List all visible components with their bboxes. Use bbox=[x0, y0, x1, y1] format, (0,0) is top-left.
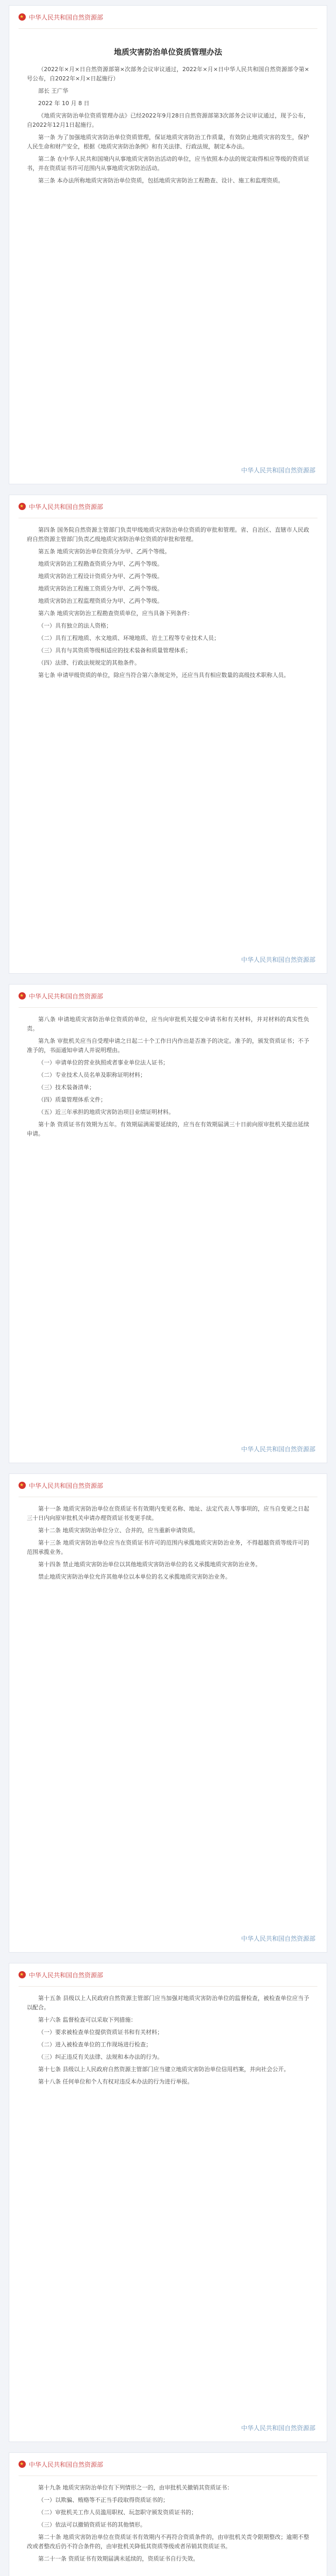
national-emblem-icon bbox=[19, 503, 26, 510]
paragraph: 第十一条 地质灾害防治单位在资质证书有效期内变更名称、地址、法定代表人等事项的，应当自变更之日起三十日内向原审批机关申请办理资质证书变更手续。 bbox=[27, 1505, 309, 1521]
paragraph: （三）纠正违反有关法律、法规和本办法的行为。 bbox=[38, 2054, 163, 2060]
paragraph: （一）申请单位的营业执照或者事业单位法人证书； bbox=[38, 1059, 169, 1066]
paragraph: 第十七条 县级以上人民政府自然资源主管部门应当建立地质灾害防治单位信用档案，并向社会公开。 bbox=[38, 2066, 290, 2073]
document-page-6 bbox=[9, 2452, 327, 2576]
paragraph: 《地质灾害防治单位资质管理办法》已经2022年9月28日自然资源部第3次部务会议审议通过，现予公布，自2022年12月1日起施行。 bbox=[27, 112, 309, 128]
paragraph: 禁止地质灾害防治单位允许其他单位以本单位的名义承揽地质灾害防治业务。 bbox=[38, 1573, 231, 1580]
paragraph: 地质灾害防治工程施工资质分为甲、乙两个等级。 bbox=[38, 585, 163, 592]
page-content bbox=[9, 29, 327, 185]
document-page-1 bbox=[9, 5, 327, 484]
document-page-5 bbox=[9, 1963, 327, 2442]
paragraph: 第十条 资质证书有效期为五年。有效期届满需要延续的，应当在有效期届满三十日前向原审批机关提出延续申请。 bbox=[27, 1121, 309, 1137]
paragraph: 第十三条 地质灾害防治单位应当在资质证书许可的范围内承揽地质灾害防治业务，不得超越资质等级许可的范围承揽业务。 bbox=[27, 1539, 309, 1555]
paragraph: 地质灾害防治工程勘查资质分为甲、乙两个等级。 bbox=[38, 561, 163, 567]
page-header bbox=[9, 1963, 327, 1986]
paragraph: 第十六条 监督检查可以采取下列措施： bbox=[38, 2016, 137, 2023]
paragraph: （二）具有工程地质、水文地质、环境地质、岩土工程等专业技术人员； bbox=[38, 635, 220, 641]
paragraph: （四）法律、行政法规规定的其他条件。 bbox=[38, 659, 140, 666]
brand-name: 中华人民共和国自然资源部 bbox=[29, 1971, 104, 1979]
paragraph: 第二十一条 资质证书有效期届满未延续的，资质证书自行失效。 bbox=[38, 2555, 199, 2562]
national-emblem-icon bbox=[19, 2461, 26, 2468]
paragraph: 第十九条 地质灾害防治单位有下列情形之一的，由审批机关撤销其资质证书： bbox=[38, 2484, 233, 2491]
page-content bbox=[9, 1497, 327, 1582]
page-footer: 中华人民共和国自然资源部 bbox=[241, 467, 315, 474]
page-header bbox=[9, 2453, 327, 2476]
brand-name: 中华人民共和国自然资源部 bbox=[29, 503, 104, 511]
page-header bbox=[9, 6, 327, 28]
national-emblem-icon bbox=[19, 13, 26, 21]
paragraph: （二）审批机关工作人员滥用职权、玩忽职守颁发资质证书的； bbox=[38, 2509, 197, 2516]
preamble-paragraph: （2022年×月×日自然资源部第×次部务会议审议通过，2022年×月×日中华人民共和国自然资源部令第×号公布，自2022年×月×日起施行） bbox=[27, 66, 309, 82]
paragraph: 第八条 申请地质灾害防治单位资质的单位，应当向审批机关提交申请书和有关材料，并对材料的真实性负责。 bbox=[27, 1016, 309, 1032]
paragraph: 第十八条 任何单位和个人有权对违反本办法的行为进行举报。 bbox=[38, 2078, 193, 2085]
page-content bbox=[9, 1987, 327, 2087]
brand-name: 中华人民共和国自然资源部 bbox=[29, 992, 104, 1000]
paragraph: 第六条 地质灾害防治工程勘查资质单位，应当具备下列条件： bbox=[38, 610, 193, 617]
national-emblem-icon bbox=[19, 1971, 26, 1978]
document-page-3 bbox=[9, 984, 327, 1463]
page-footer: 中华人民共和国自然资源部 bbox=[241, 2425, 315, 2432]
brand-name: 中华人民共和国自然资源部 bbox=[29, 1482, 104, 1489]
page-content bbox=[9, 1008, 327, 1139]
paragraph: 第九条 审批机关应当自受理申请之日起二十个工作日内作出是否准予的决定。准予的，颁发资质证书；不予准予的，书面通知申请人并说明理由。 bbox=[27, 1038, 309, 1054]
paragraph: 第一条 为了加强地质灾害防治单位资质管理，保证地质灾害防治工作质量，有效防止地质灾害的发生，保护人民生命和财产安全，根据《地质灾害防治条例》和有关法律、行政法规，制定本办法。 bbox=[27, 134, 309, 150]
paragraph: 第十四条 禁止地质灾害防治单位以其他地质灾害防治单位的名义承揽地质灾害防治业务。 bbox=[38, 1561, 261, 1568]
paragraph: 第十二条 地质灾害防治单位分立、合并的，应当重新申请资质。 bbox=[38, 1527, 199, 1534]
page-footer: 中华人民共和国自然资源部 bbox=[241, 1446, 315, 1453]
page-footer: 中华人民共和国自然资源部 bbox=[241, 1935, 315, 1942]
document-title: 地质灾害防治单位资质管理办法 bbox=[113, 47, 222, 57]
paragraph: （一）以欺骗、贿赂等不正当手段取得资质证书的； bbox=[38, 2497, 169, 2503]
paragraph: 第七条 申请甲级资质的单位，除应当符合第六条规定外，还应当具有相应数量的高级技术职称人员。 bbox=[38, 672, 290, 679]
document-page-4 bbox=[9, 1473, 327, 1953]
paragraph: 第四条 国务院自然资源主管部门负责甲级地质灾害防治单位资质的审批和管理。省、自治区、直辖市人民政府自然资源主管部门负责乙级地质灾害防治单位资质的审批和管理。 bbox=[27, 527, 309, 543]
paragraph: 地质灾害防治工程设计资质分为甲、乙两个等级。 bbox=[38, 573, 163, 580]
paragraph: （一）要求被检查单位提供资质证书和有关材料； bbox=[38, 2029, 163, 2036]
brand-name: 中华人民共和国自然资源部 bbox=[29, 2461, 104, 2468]
paragraph: （二）专业技术人员名单及职称证明材料； bbox=[38, 1072, 146, 1078]
paragraph: （三）依法可以撤销资质证书的其他情形。 bbox=[38, 2521, 146, 2528]
paragraph: （一）具有独立的法人资格； bbox=[38, 622, 112, 629]
paragraph: （五）近三年承担的地质灾害防治项目业绩证明材料。 bbox=[38, 1109, 174, 1115]
paragraph: （三）技术装备清单； bbox=[38, 1084, 95, 1091]
signer: 部长 王广华 bbox=[38, 88, 69, 94]
page-header bbox=[9, 985, 327, 1007]
paragraph: 第十五条 县级以上人民政府自然资源主管部门应当加强对地质灾害防治单位的监督检查，被检查单位应当予以配合。 bbox=[27, 1995, 309, 2011]
document-page-2 bbox=[9, 495, 327, 974]
paragraph: 第五条 地质灾害防治单位资质分为甲、乙两个等级。 bbox=[38, 548, 171, 555]
paragraph: 地质灾害防治工程监理资质分为甲、乙两个等级。 bbox=[38, 598, 163, 604]
page-header bbox=[9, 495, 327, 518]
paragraph: （四）质量管理体系文件； bbox=[38, 1096, 106, 1103]
paragraph: （二）进入被检查单位的工作现场进行检查； bbox=[38, 2041, 152, 2048]
page-footer: 中华人民共和国自然资源部 bbox=[241, 956, 315, 963]
paragraph: 第二十条 地质灾害防治单位在资质证书有效期内不再符合资质条件的，由审批机关责令限期整改；逾期不整改或者整改后仍不符合条件的，由审批机关降低其资质等级或者吊销其资质证书。 bbox=[27, 2534, 309, 2550]
paragraph: 第三条 本办法所称地质灾害防治单位资质，包括地质灾害防治工程勘查、设计、施工和监理资质。 bbox=[38, 177, 284, 184]
national-emblem-icon bbox=[19, 992, 26, 999]
issue-date: 2022 年 10 月 8 日 bbox=[38, 100, 90, 107]
paragraph: 第二条 在中华人民共和国境内从事地质灾害防治活动的单位，应当依照本办法的规定取得相应等级的资质证书，并在资质证书许可范围内从事地质灾害防治活动。 bbox=[27, 156, 309, 172]
brand-name: 中华人民共和国自然资源部 bbox=[29, 13, 104, 21]
page-content bbox=[9, 518, 327, 680]
paragraph: （三）具有与其资质等级相适应的技术装备和质量管理体系； bbox=[38, 647, 191, 654]
national-emblem-icon bbox=[19, 1482, 26, 1489]
page-header bbox=[9, 1474, 327, 1497]
page-content bbox=[9, 2476, 327, 2564]
